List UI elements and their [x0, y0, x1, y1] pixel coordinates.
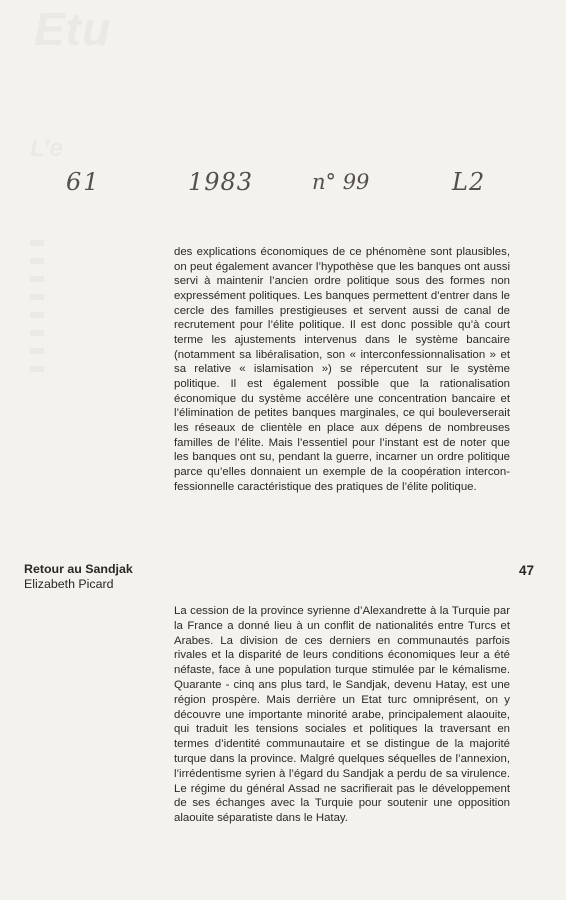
handwritten-note-number: n° 99	[312, 170, 370, 194]
continued-article-paragraph: des explications économiques de ce phénomène sont plausibles, on peut également avancer l’hypothèse que les banques ont aussi servi à maintenir l’ancien ordre politique sous des formes non expressément politiques. Les banques permettent d’entrer dans le cercle des familles prestigieuses et servent aussi de canal de recrutement pour l’élite politique. Il est donc possible qu’à court terme les ajustements intervenus dans le système bancaire (notamment sa libéralisation, son « interconfessionnalisation » et sa relative « islamisation ») se répercutent sur le système politique. Il est également possible que la rationalisation économique du système accélère une concentration bancaire et l’élimination de petites banques marginales, ce qui bouleverserait les réseaux de clientèle en place aux dépens de nombreuses familles de l’élite. Mais l’essentiel pour l’instant est de noter que les banques ont su, pendant la guerre, incarner un ordre politique parce qu’elles donnaient un exemple de la coopération interconfessionnelle caractéristique des pratiques de l’élite politique.	[174, 246, 510, 493]
article-author: Elizabeth Picard	[24, 577, 114, 591]
show-through-heading: Etu	[34, 3, 112, 55]
handwritten-note-code: L2	[452, 168, 486, 196]
show-through-marks	[30, 240, 44, 384]
show-through-subheading: L’e	[30, 135, 63, 162]
article-title: Retour au Sandjak	[24, 562, 133, 576]
handwritten-note-issue: 61	[66, 168, 101, 196]
page-number: 47	[518, 563, 534, 578]
article-abstract: La cession de la province syrienne d’Alexandrette à la Turquie par la France a donné lieu à un conflit de nationalités entre Turcs et Arabes. La division de ces derniers en communautés parfois rivales et la disparité de leurs conditions économiques leur a été néfaste, face à une population turque stimulée par le kémalisme. Quarante - cinq ans plus tard, le Sandjak, devenu Hatay, est une région prospère. Mais derrière un Etat turc omniprésent, on y découvre une importante minorité arabe, principalement alaouite, qui traduit les tensions sociales et politiques la traversant en termes d’identité communautaire et se distingue de la majorité turque dans la province. Malgré quelques séquelles de l’annexion, l’irrédentisme syrien à l’égard du Sandjak a perdu de sa virulence. Le régime du général Assad ne sacrifierait pas le développement de ses échanges avec la Turquie pour soutenir une opposition alaouite séparatiste dans le Hatay.	[174, 605, 510, 825]
handwritten-note-year: 1983	[188, 168, 254, 196]
